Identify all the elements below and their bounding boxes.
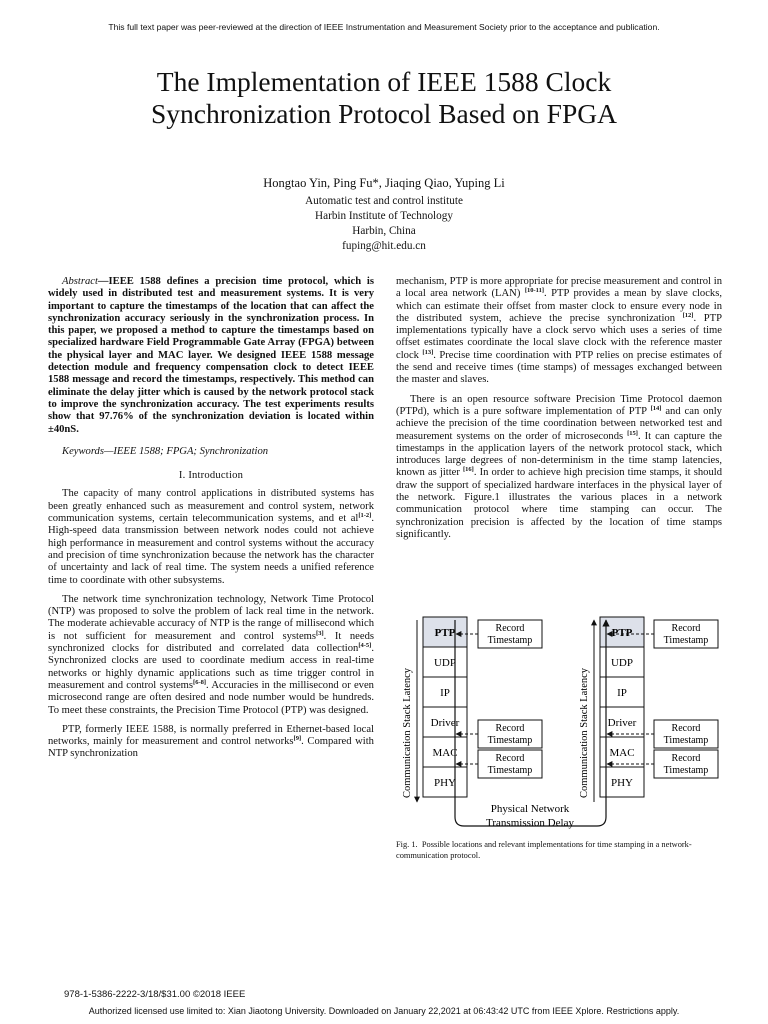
svg-text:Record: Record [671, 753, 701, 764]
stack-latency-label-left: Communication Stack Latency [402, 667, 413, 798]
intro-paragraph-1: The capacity of many control applications in distributed systems has been greatly enhanced such as measurement and control system, network communication systems, certain telecommunication systems, and et al[1-2]. High-speed data transmission between network nodes could not achieve high performance in measurement and control systems without the accuracy and precision of time synchronization because the network has the character of uncertainty and lack of real time. The system needs a unified reference time to coordinate with other subsystems. [48, 488, 374, 586]
abstract-text: —IEEE 1588 defines a precision time protocol, which is widely used in distributed test and measurement systems. It is very important to capture the timestamps of the location that can affect the synchronization accuracy seriously in the synchronization process. In this paper, we proposed a method to capture the timestamps based on specialized hardware Field Programmable Gate Array (FPGA) between the physical layer and MAC layer. We designed IEEE 1588 message detection module and frequency compensation clock to detect IEEE 1588 message and record the timestamps, respectively. This method can eliminate the delay jitter which is caused by the network protocol stack to improve the synchronization accuracy. The test experiments results show that 97.76% of the synchronization deviation is located within ±40nS. [48, 276, 374, 435]
layer-udp: UDP [433, 657, 457, 669]
citation: [6-8] [193, 678, 207, 686]
citation: [16] [462, 466, 474, 474]
svg-text:Record: Record [495, 723, 525, 734]
caption-label: Fig. 1. [396, 840, 418, 849]
citation: [4-5] [358, 642, 372, 650]
svg-text:Record: Record [495, 753, 525, 764]
figure-1-caption [396, 839, 726, 861]
body-paragraph-continued: mechanism, PTP is more appropriate for precise measurement and control in a local area network (LAN) [10-11]. PTP provides a mean by slave clocks, which can estimate their offset from master clock to ensure every node in the distributed system, achieve the precise synchronization [12]. PTP implementations typically have a clock servo which uses a series of time offset estimates coordinate the local slave clock with the reference master clock [13]. Precise time coordination with PTP relies on precise estimates of the send and receive times (time stamps) of messages exchanged between the master and slaves. [396, 276, 723, 386]
title-line-1: The Implementation of IEEE 1588 Clock [156, 66, 612, 97]
abstract-lead: Abstract [62, 276, 98, 287]
stack-latency-label-right: Communication Stack Latency [579, 667, 590, 798]
citation: [12] [682, 311, 694, 319]
layer-ip: IP [440, 687, 450, 699]
affiliation-email: fuping@hit.edu.cn [342, 240, 426, 252]
affiliation-location: Harbin, China [352, 225, 416, 237]
transmission-delay-label: Transmission Delay [486, 817, 574, 829]
svg-text:IP: IP [617, 687, 627, 699]
affiliation-institute: Automatic test and control institute [305, 195, 463, 207]
svg-text:Timestamp: Timestamp [663, 765, 709, 776]
layer-mac: MAC [432, 747, 458, 759]
intro-paragraph-3: PTP, formerly IEEE 1588, is normally preferred in Ethernet-based local networks, mainly for measurement and control networks[9]. Compared with NTP synchronization [48, 723, 374, 760]
svg-text:Driver: Driver [607, 717, 637, 729]
svg-text:PHY: PHY [610, 777, 634, 789]
left-stack [402, 617, 542, 817]
peer-review-note: This full text paper was peer-reviewed at the direction of IEEE Instrumentation and Measurement Society prior to the acceptance and publication. [108, 22, 660, 32]
right-stack [579, 617, 718, 817]
svg-text:Timestamp: Timestamp [487, 735, 533, 746]
layer-phy: PHY [433, 777, 457, 789]
svg-text:Timestamp: Timestamp [487, 765, 533, 776]
svg-text:Record: Record [495, 623, 525, 634]
citation: [1-2] [358, 512, 372, 520]
citation: [10-11] [524, 287, 544, 295]
layer-driver: Driver [430, 717, 460, 729]
citation: [9] [293, 735, 302, 743]
layer-ptp: PTP [434, 627, 456, 639]
section-heading-introduction: I. Introduction [178, 470, 244, 482]
license-footer: Authorized licensed use limited to: Xian Jiaotong University. Downloaded on January 22,2021 at 06:43:42 UTC from IEEE Xplore. Restrictions apply. [88, 1006, 680, 1016]
svg-text:Record: Record [671, 723, 701, 734]
figure-1-diagram [392, 612, 728, 838]
svg-text:UDP: UDP [610, 657, 634, 669]
svg-text:MAC: MAC [609, 747, 635, 759]
svg-text:Timestamp: Timestamp [663, 635, 709, 646]
right-column [396, 276, 722, 548]
isbn-line: 978-1-5386-2222-3/18/$31.00 ©2018 IEEE [64, 989, 246, 1000]
intro-paragraph-2: The network time synchronization technology, Network Time Protocol (NTP) was proposed to solve the problem of lack real time in the network. The moderate achievable accuracy of NTP is the range of millisecond which is not sufficient for measurement and control systems[3]. It needs synchronized clocks for distributed and correlated data collection[4-5]. Synchronized clocks are used to coordinate medium access in real-time networks or highly dynamic applications such as time trigger control in measurement and control systems[6-8]. Accuracies in the millisecond or even microsecond range are often desired and node number would be hundreds. To meet these constraints, the Precision Time Protocol (PTP) was designed. [48, 593, 374, 716]
citation: [13] [422, 348, 434, 356]
keywords: Keywords—IEEE 1588; FPGA; Synchronization [62, 445, 269, 457]
left-column [48, 276, 374, 768]
svg-text:Record: Record [671, 623, 701, 634]
abstract-paragraph [48, 276, 374, 436]
caption-text: Possible locations and relevant implementations for time stamping in a network-communication protocol. [396, 840, 692, 860]
author-list: Hongtao Yin, Ping Fu*, Jiaqing Qiao, Yuping Li [263, 176, 505, 190]
affiliation-block [0, 194, 768, 254]
svg-text:Timestamp: Timestamp [487, 635, 533, 646]
citation: [14] [650, 404, 662, 412]
title-line-2: Synchronization Protocol Based on FPGA [151, 98, 617, 129]
citation: [3] [316, 629, 324, 637]
svg-text:PTP: PTP [611, 627, 633, 639]
body-paragraph-ptpd: There is an open resource software Precision Time Protocol daemon (PTPd), which is a pure software implementation of PTP [14] and can only achieve the precision of the time coordination between networked test and measurement systems on the order of microseconds [15]. It can capture the timestamps in the application layers of the network protocol stack, which introduces large degrees of non-determinism in the time stamp latencies, known as jitter [16]. In order to achieve high precision time stamps, it should draw the support of specialized hardware interfaces in the physical layer of the network. Figure.1 illustrates the various places in a network communication protocol where time stamping can occur. The synchronization precision is affected by the location of time stamps significantly. [396, 393, 723, 540]
affiliation-university: Harbin Institute of Technology [315, 210, 453, 222]
svg-text:Timestamp: Timestamp [663, 735, 709, 746]
physical-network-label: Physical Network [490, 803, 570, 815]
paper-title [60, 66, 708, 130]
citation: [15] [627, 429, 638, 437]
